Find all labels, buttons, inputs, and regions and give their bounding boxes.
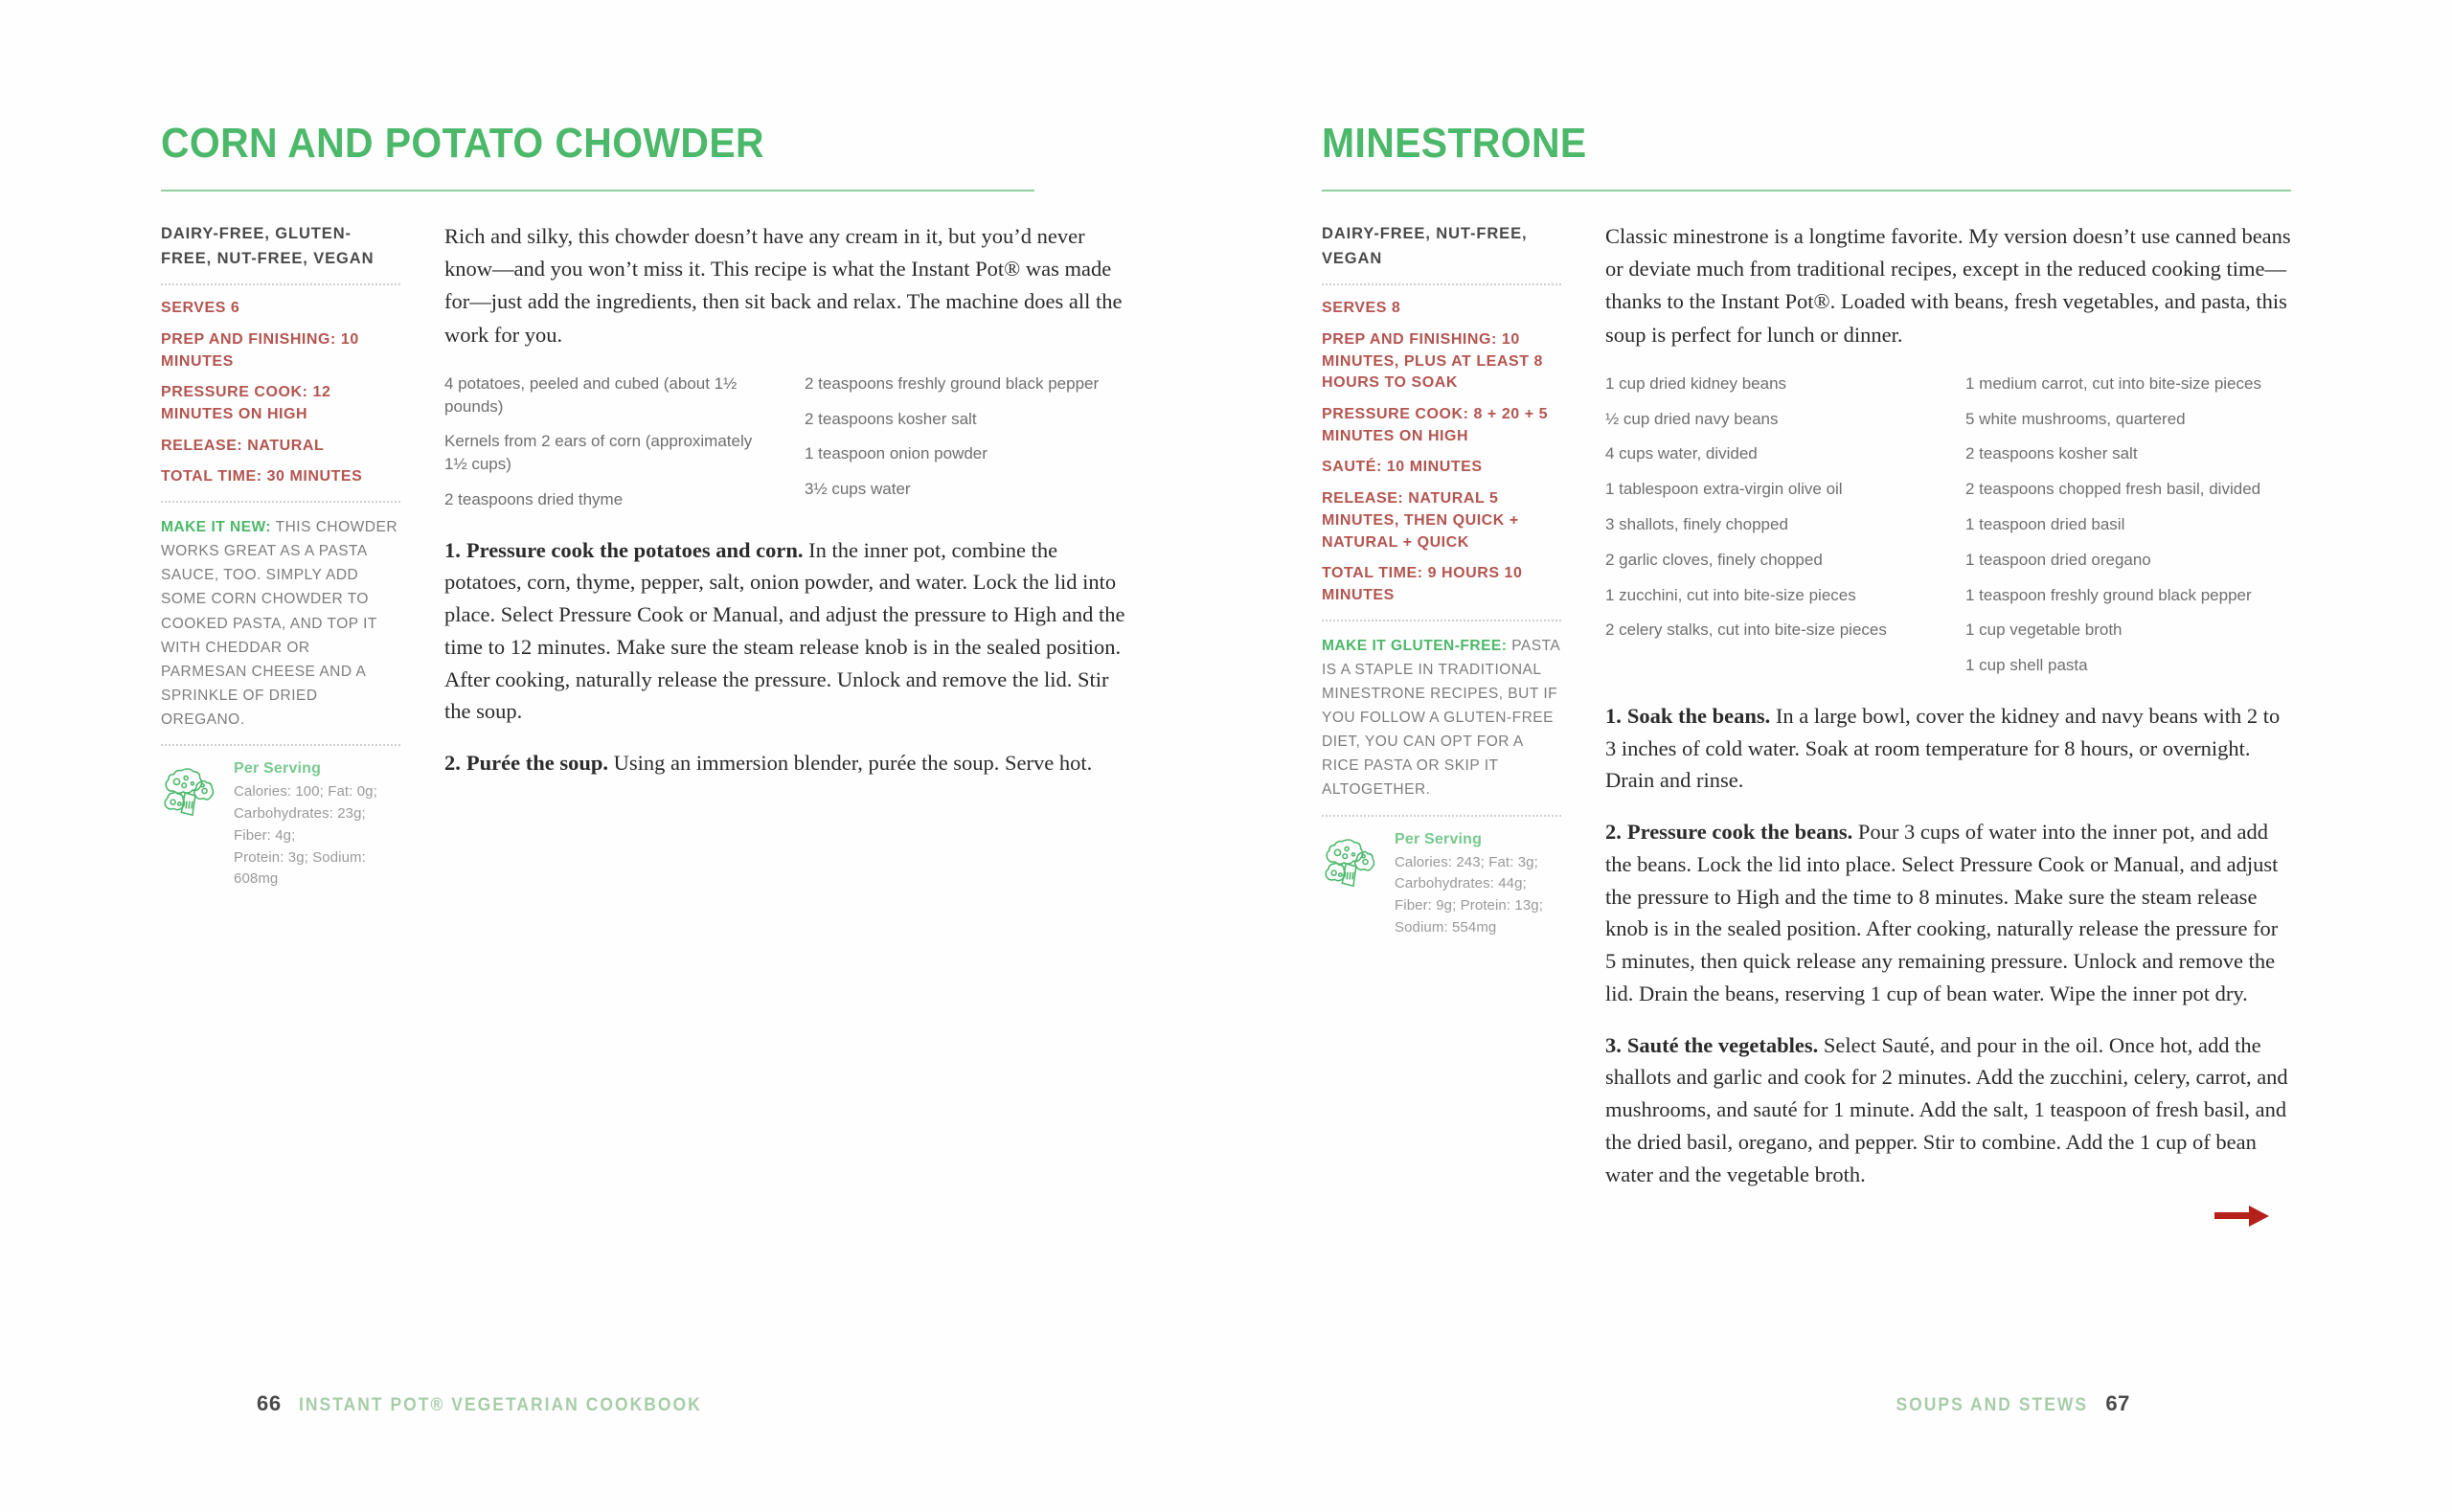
nutrition-lines xyxy=(1395,852,1543,939)
instruction-step xyxy=(1605,816,2291,1010)
ingredient-item: 1 tablespoon extra-virgin olive oil xyxy=(1605,480,1843,499)
running-head: INSTANT POT® VEGETARIAN COOKBOOK xyxy=(298,1395,702,1415)
recipe-tip xyxy=(1322,634,1561,802)
step-body: Select Sauté, and pour in the oil. Once hot, add the shallots and garlic and cook for 2 minutes. Add the zucchini, celery, carrot, and mushrooms, and sauté for 1 minute. Add the salt, 1 teaspoon of fresh basil, and the dried basil, oregano, and pepper. Stir to combine. Add the 1 cup of bean water and the vegetable broth. xyxy=(1605,1032,2288,1186)
step-body: Using an immersion blender, purée the soup. Serve hot. xyxy=(608,751,1093,776)
step-body: In the inner pot, combine the potatoes, corn, thyme, pepper, salt, onion powder, and water. Lock the lid into place. Select Pressure Cook or Manual, and adjust the pressure to High and the time to 12 minutes. Make sure the steam release knob is in the sealed position. After cooking, naturally release the pressure. Unlock and remove the lid. Stir the soup. xyxy=(444,537,1125,724)
ingredient-item: 3 shallots, finely chopped xyxy=(1605,514,1788,533)
ingredient-item: 2 teaspoons dried thyme xyxy=(444,489,624,508)
ingredients-column-2 xyxy=(1965,372,2291,677)
ingredients-list xyxy=(444,372,1130,511)
page-number: 67 xyxy=(2105,1391,2130,1415)
title-rule xyxy=(1322,190,2291,192)
step-number: 1. xyxy=(444,537,461,562)
ingredient-item: 5 white mushrooms, quartered xyxy=(1965,409,2186,428)
recipe-intro: Classic minestrone is a longtime favorite. My version doesn’t use canned beans or deviate much from traditional recipes, except in the reduced cooking time—thanks to the Instant Pot®. Loaded with beans, fresh vegetables, and pasta, this soup is perfect for lunch or dinner. xyxy=(1605,224,2291,347)
step-heading: Pressure cook the beans. xyxy=(1626,820,1853,845)
meta-release: RELEASE: NATURAL 5 MINUTES, THEN QUICK + NATURAL + QUICK xyxy=(1322,490,1519,551)
instruction-step xyxy=(444,534,1130,729)
nutrition-line-1: Calories: 243; Fat: 3g; xyxy=(1395,853,1538,870)
step-number: 2. xyxy=(444,751,461,776)
tip-label: MAKE IT NEW: xyxy=(161,519,272,536)
nutrition-line-3: Fiber: 9g; Protein: 13g; xyxy=(1395,897,1543,914)
meta-saute: SAUTÉ: 10 MINUTES xyxy=(1322,459,1483,476)
nutrition-line-2: Carbohydrates: 23g; Fiber: 4g; xyxy=(234,804,366,844)
diet-tags: DAIRY-FREE, GLUTEN-FREE, NUT-FREE, VEGAN xyxy=(161,225,375,267)
step-heading: Pressure cook the potatoes and corn. xyxy=(465,537,804,562)
step-body: Pour 3 cups of water into the inner pot, and add the beans. Lock the lid into place. Select Pressure Cook or Manual, and adjust the pressure to High and the time to 8 minutes. Make sure the steam release knob is in the sealed position. After cooking, naturally release the pressure for 5 minutes, then quick release any remaining pressure. Unlock and remove the lid. Drain the beans, reserving 1 cup of bean water. Wipe the inner pot dry. xyxy=(1605,820,2279,1005)
left-page-footer xyxy=(257,1391,737,1416)
meta-total-time: TOTAL TIME: 9 HOURS 10 MINUTES xyxy=(1322,565,1523,604)
right-arrow-icon xyxy=(2214,1204,2270,1233)
meta-prep: PREP AND FINISHING: 10 MINUTES xyxy=(161,330,359,370)
tip-label: MAKE IT GLUTEN-FREE: xyxy=(1322,637,1508,654)
tip-text: THIS CHOWDER WORKS GREAT AS A PASTA SAUCE, TOO. SIMPLY ADD SOME CORN CHOWDER TO COOKED PASTA, AND TOP IT WITH CHEDDAR OR PARMESAN CHEESE AND A SPRINKLE OF DRIED OREGANO. xyxy=(161,519,398,729)
ingredients-column-1 xyxy=(1605,372,1931,677)
meta-total-time: TOTAL TIME: 30 MINUTES xyxy=(161,468,363,485)
divider xyxy=(161,501,400,503)
ingredient-item: 2 garlic cloves, finely chopped xyxy=(1605,550,1823,569)
ingredients-column-2 xyxy=(805,372,1130,511)
meta-pressure-cook: PRESSURE COOK: 8 + 20 + 5 MINUTES ON HIGH xyxy=(1322,406,1549,444)
ingredient-item: ½ cup dried navy beans xyxy=(1605,409,1779,428)
broccoli-icon xyxy=(1322,833,1381,892)
ingredient-item: 1 teaspoon freshly ground black pepper xyxy=(1965,585,2252,604)
divider xyxy=(1322,815,1561,817)
nutrition-line-3: Protein: 3g; Sodium: 608mg xyxy=(234,848,366,888)
nutrition-block xyxy=(1322,829,1561,939)
step-body: In a large bowl, cover the kidney and navy beans with 2 to 3 inches of cold water. Soak at room temperature for 8 hours, or overnight. Drain and rinse. xyxy=(1605,703,2281,793)
ingredient-item: 3½ cups water xyxy=(805,480,911,499)
instructions-list xyxy=(444,534,1130,779)
nutrition-text xyxy=(234,758,400,891)
ingredient-item: 2 teaspoons chopped fresh basil, divided xyxy=(1965,480,2261,499)
ingredient-item: 1 zucchini, cut into bite-size pieces xyxy=(1605,585,1856,604)
page-title: MINESTRONE xyxy=(1322,120,1587,167)
ingredient-item: 1 cup dried kidney beans xyxy=(1605,373,1787,393)
step-heading: Purée the soup. xyxy=(465,751,608,776)
ingredient-item: 2 teaspoons freshly ground black pepper xyxy=(805,373,1100,393)
right-meta-rail xyxy=(1322,214,1561,1233)
instruction-step xyxy=(1605,700,2291,797)
ingredient-item: 4 cups water, divided xyxy=(1605,444,1758,463)
ingredient-item: 1 teaspoon dried oregano xyxy=(1965,550,2151,569)
ingredient-item: 2 celery stalks, cut into bite-size pieces xyxy=(1605,621,1887,640)
ingredient-item: 4 potatoes, peeled and cubed (about 1½ pounds) xyxy=(444,373,738,416)
page-title: CORN AND POTATO CHOWDER xyxy=(161,120,764,167)
recipe-meta-list xyxy=(161,298,400,488)
nutrition-title: Per Serving xyxy=(234,760,322,778)
divider xyxy=(1322,283,1561,285)
broccoli-icon xyxy=(161,762,220,822)
instructions-list xyxy=(1605,700,2291,1191)
step-heading: Sauté the vegetables. xyxy=(1626,1032,1819,1057)
ingredients-column-1 xyxy=(444,372,770,511)
ingredients-list xyxy=(1605,372,2291,677)
left-meta-rail xyxy=(161,214,400,891)
divider xyxy=(1322,620,1561,621)
divider xyxy=(161,283,400,285)
ingredient-item: 1 teaspoon onion powder xyxy=(805,444,988,463)
instruction-step xyxy=(444,747,1130,779)
nutrition-block xyxy=(161,758,400,891)
ingredient-item: 1 medium carrot, cut into bite-size pieces xyxy=(1965,373,2261,393)
step-heading: Soak the beans. xyxy=(1626,703,1771,728)
recipe-tip xyxy=(161,515,400,732)
step-number: 3. xyxy=(1605,1032,1622,1057)
nutrition-line-1: Calories: 100; Fat: 0g; xyxy=(234,783,377,801)
divider xyxy=(161,744,400,746)
meta-serves: SERVES 6 xyxy=(161,300,240,317)
title-rule xyxy=(161,190,1034,192)
meta-serves: SERVES 8 xyxy=(1322,300,1401,317)
right-body-columns xyxy=(1322,214,2291,1233)
left-main-column xyxy=(444,214,1130,891)
ingredient-item: 1 cup vegetable broth xyxy=(1965,621,2123,640)
right-main-column xyxy=(1605,214,2291,1233)
recipe-intro: Rich and silky, this chowder doesn’t have any cream in it, but you’d never know—and you won’t miss it. This recipe is what the Instant Pot® was made for—just add the ingredients, then sit back and relax. The machine does all the work for you. xyxy=(444,224,1123,347)
nutrition-title: Per Serving xyxy=(1395,830,1483,847)
nutrition-line-2: Carbohydrates: 44g; xyxy=(1395,875,1527,892)
meta-release: RELEASE: NATURAL xyxy=(161,437,325,454)
step-number: 2. xyxy=(1605,820,1622,845)
running-head: SOUPS AND STEWS xyxy=(1896,1395,2089,1415)
meta-prep: PREP AND FINISHING: 10 MINUTES, PLUS AT LEAST 8 HOURS TO SOAK xyxy=(1322,330,1543,392)
meta-pressure-cook: PRESSURE COOK: 12 MINUTES ON HIGH xyxy=(161,384,331,422)
recipe-meta-list xyxy=(1322,298,1561,607)
step-number: 1. xyxy=(1605,703,1622,728)
ingredient-item: 2 teaspoons kosher salt xyxy=(805,409,977,428)
tip-text: PASTA IS A STAPLE IN TRADITIONAL MINESTRONE RECIPES, BUT IF YOU FOLLOW A GLUTEN-FREE DIET, YOU CAN OPT FOR A RICE PASTA OR SKIP IT ALTOGETHER. xyxy=(1322,637,1560,799)
diet-tags: DAIRY-FREE, NUT-FREE, VEGAN xyxy=(1322,225,1528,267)
right-page-footer xyxy=(1879,1391,2130,1416)
continuation-arrow-wrapper xyxy=(1605,1204,2291,1233)
ingredient-item: 1 teaspoon dried basil xyxy=(1965,514,2125,533)
nutrition-text xyxy=(1395,829,1543,939)
nutrition-line-4: Sodium: 554mg xyxy=(1395,918,1497,936)
instruction-step xyxy=(1605,1029,2291,1191)
left-body-columns xyxy=(161,214,1130,891)
right-page xyxy=(1226,0,2452,1512)
page-number: 66 xyxy=(257,1391,282,1415)
ingredient-item: 1 cup shell pasta xyxy=(1965,656,2088,675)
ingredient-item: 2 teaspoons kosher salt xyxy=(1965,444,2138,463)
ingredient-item: Kernels from 2 ears of corn (approximately 1½ cups) xyxy=(444,432,753,474)
nutrition-lines xyxy=(234,781,400,891)
